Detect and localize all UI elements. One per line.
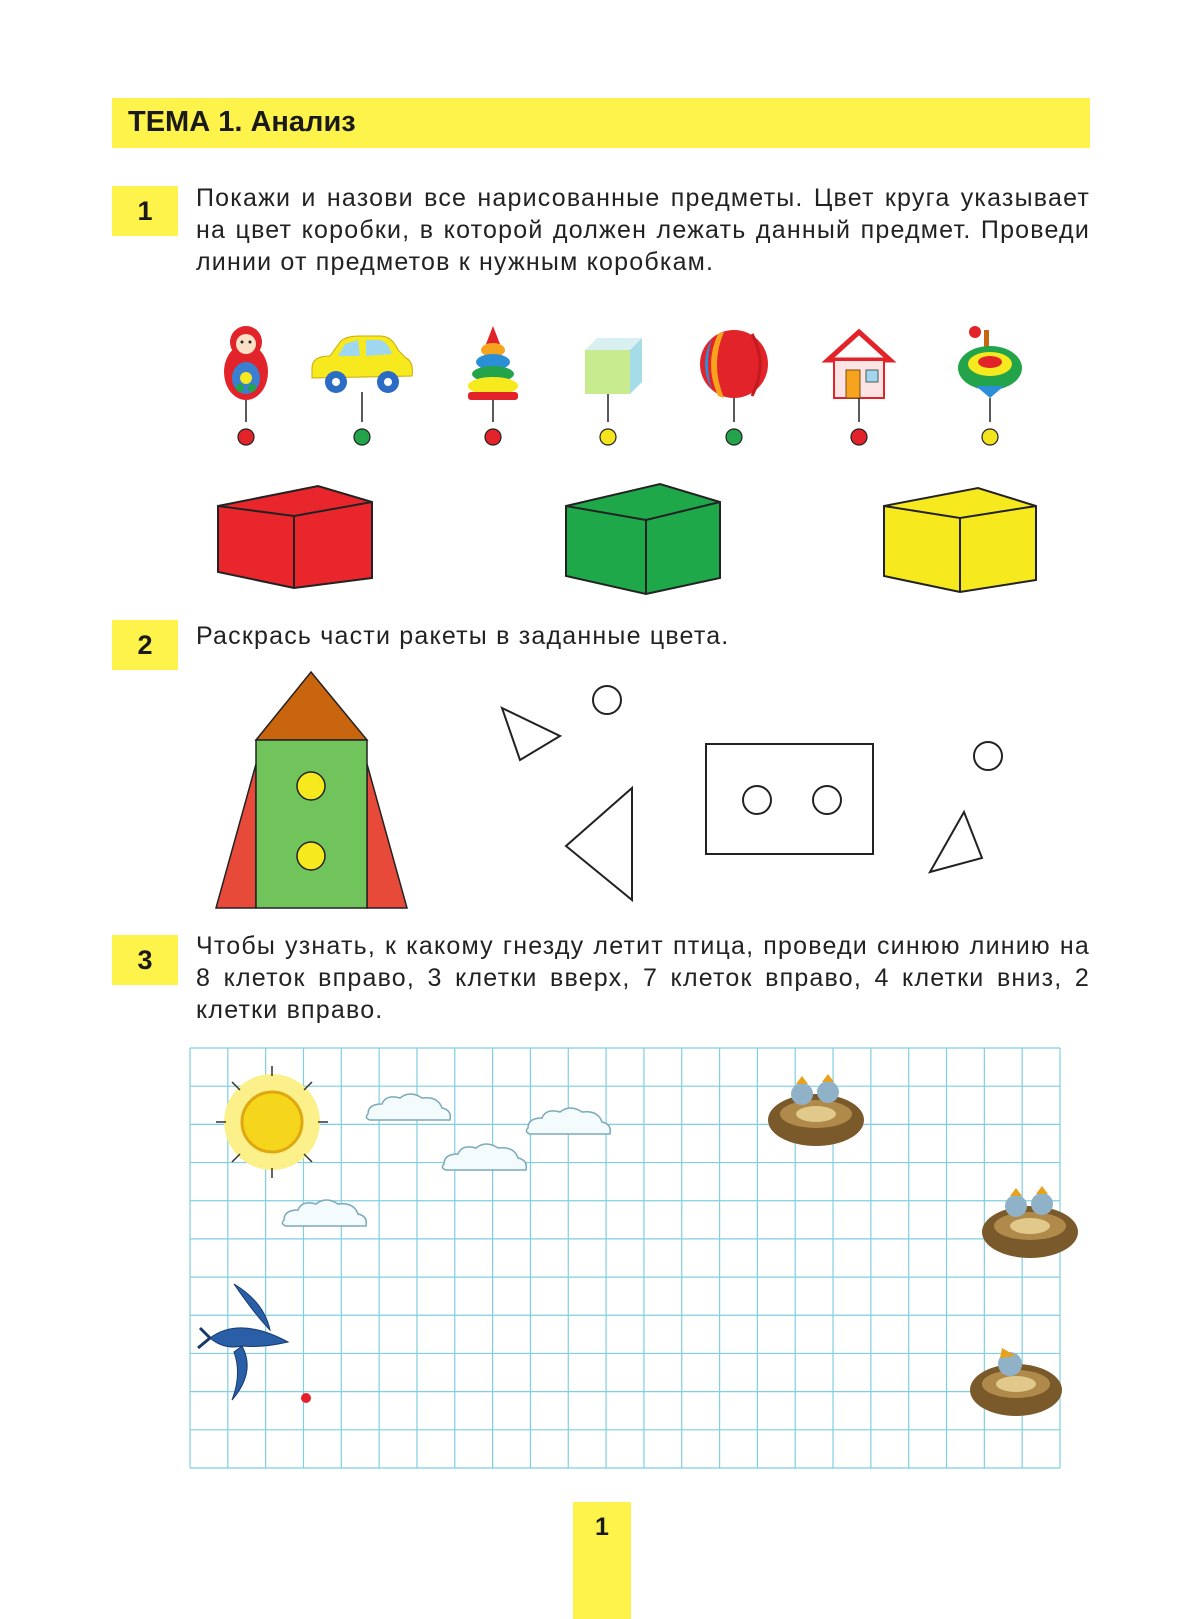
task-3-grid: [190, 1048, 1090, 1482]
topic-title: ТЕМА 1. Анализ: [128, 106, 356, 138]
cloud-icon: [526, 1108, 610, 1134]
item-dot: [726, 429, 742, 445]
task-number-3: 3: [112, 935, 178, 985]
task-number-1: 1: [112, 186, 178, 236]
green-box: [566, 484, 720, 594]
ball-icon: [700, 330, 768, 422]
cube-icon: [585, 338, 642, 422]
nest-with-chicks-icon: [768, 1074, 864, 1146]
grid-lines: [190, 1048, 1060, 1468]
task-2-shapes: [0, 660, 1200, 920]
task-1-boxes: [0, 480, 1200, 610]
nest-with-chicks-icon: [982, 1186, 1078, 1258]
rocket-parts-outline: [502, 686, 1002, 900]
start-point: [301, 1393, 311, 1403]
item-dot: [600, 429, 616, 445]
task-1-items: [0, 320, 1200, 450]
item-dot: [238, 429, 254, 445]
page-number: 1: [573, 1502, 631, 1619]
item-dot: [851, 429, 867, 445]
task-1-text: Покажи и назови все нарисованные предметы. Цвет круга указывает на цвет коробки, в которой должен лежать данный предмет. Проведи линии от предметов к нужным коробкам.: [196, 184, 1090, 276]
bird-icon: [198, 1284, 288, 1400]
matryoshka-icon: [224, 326, 268, 422]
item-dot: [982, 429, 998, 445]
ring-pyramid-icon: [468, 326, 518, 422]
item-dot: [485, 429, 501, 445]
sun-icon: [216, 1066, 328, 1178]
cloud-icon: [282, 1200, 366, 1226]
topic-header: [112, 98, 1090, 148]
red-box: [218, 486, 372, 588]
task-3-text: Чтобы узнать, к какому гнезду летит птица, проведи синюю линию на 8 клеток вправо, 3 клетки вверх, 7 клеток вправо, 4 клетки вниз, 2 клетки вправо.: [196, 932, 1090, 1024]
rocket: [216, 672, 407, 908]
task-2-text: Раскрась части ракеты в заданные цвета.: [196, 622, 730, 650]
yellow-box: [884, 488, 1036, 592]
spinning-top-icon: [958, 326, 1022, 422]
toy-car-icon: [312, 336, 412, 422]
item-dot: [354, 429, 370, 445]
house-icon: [828, 332, 890, 422]
task-number-2: 2: [112, 620, 178, 670]
